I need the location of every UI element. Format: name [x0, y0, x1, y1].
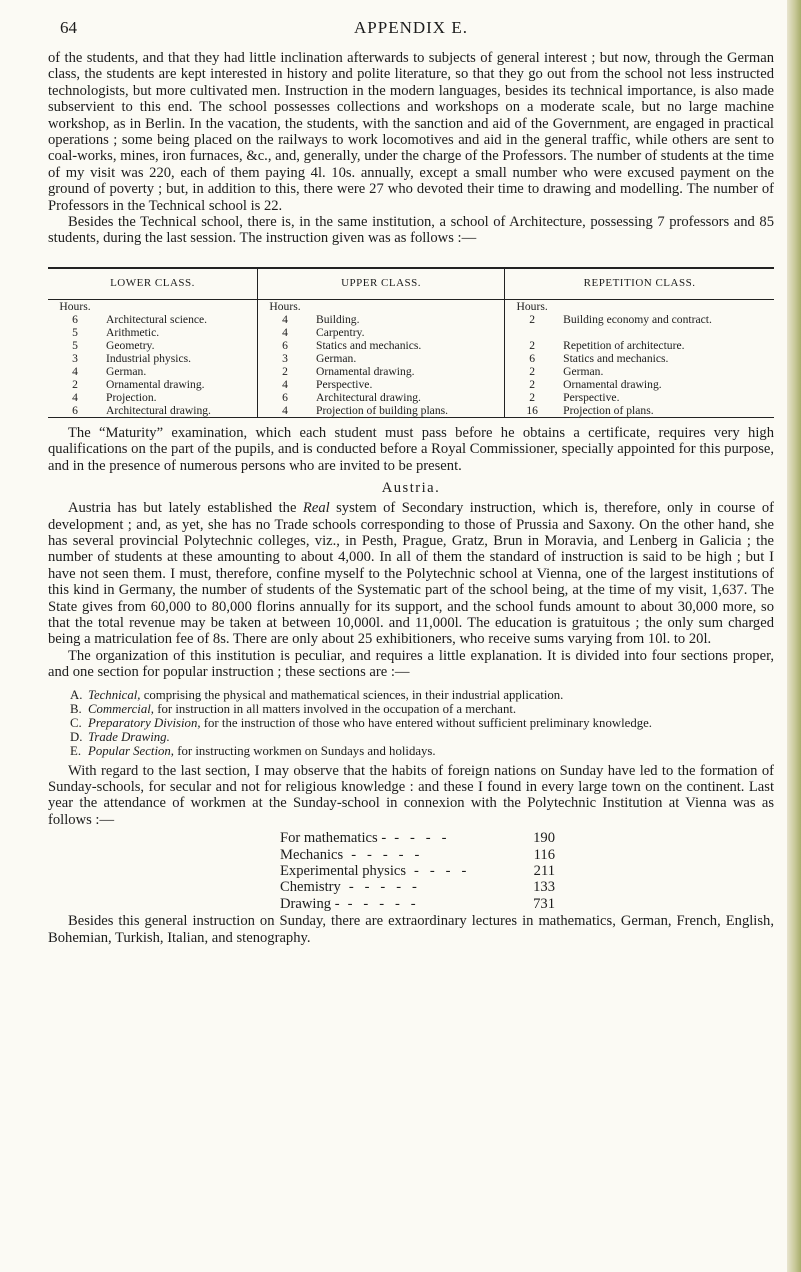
section-name: Trade Drawing.: [88, 729, 170, 744]
attendance-count: 731: [533, 895, 555, 912]
section-description: for instruction in all matters involved in the occupation of a merchant.: [154, 701, 517, 716]
upper-hours: 4: [258, 326, 313, 339]
upper-hours: 6: [258, 339, 313, 352]
repetition-hours: 6: [505, 352, 560, 365]
hours-label: Hours.: [505, 299, 560, 313]
section-description: for the instruction of those who have entered without sufficient preliminary knowledge.: [200, 715, 653, 730]
lower-hours: 2: [72, 377, 78, 391]
attendance-subject: Chemistry: [280, 879, 341, 896]
upper-subject: Building.: [316, 312, 360, 326]
hours-label: Hours.: [258, 299, 313, 313]
attendance-row: [280, 879, 555, 895]
lower-subject: Arithmetic.: [106, 325, 160, 339]
attendance-count: 211: [533, 863, 555, 879]
section-letter: E.: [70, 743, 82, 758]
repetition-subject: German.: [563, 364, 604, 378]
repetition-hours: 2: [505, 365, 560, 378]
section-description: comprising the physical and mathematical sciences, in their industrial application.: [140, 687, 564, 702]
austria-heading: Austria.: [381, 480, 441, 497]
section-letter: C.: [70, 715, 82, 730]
repetition-subject: Ornamental drawing.: [563, 377, 662, 391]
lower-subject: Projection.: [106, 390, 157, 404]
upper-class-header: UPPER CLASS.: [258, 268, 505, 300]
attendance-count: 133: [533, 879, 555, 896]
lower-subject: Industrial physics.: [106, 351, 192, 365]
upper-subject: Statics and mechanics.: [316, 338, 422, 352]
leader-dots: - - - -: [394, 830, 447, 847]
section-description: for instructing workmen on Sundays and holidays.: [174, 743, 436, 758]
paragraph-organization: The organization of this institution is peculiar, and requires a little explanation. It is divided into four sections proper, and one section for popular instruction ; these sections are :—: [48, 647, 774, 681]
repetition-hours: 16: [505, 404, 560, 418]
section-name: Technical,: [88, 687, 141, 702]
leader-dots: - - - - -: [351, 846, 420, 863]
upper-hours: 4: [258, 313, 313, 326]
hours-label: Hours.: [59, 299, 91, 313]
lower-hours: 5: [72, 325, 78, 339]
attendance-row: [280, 847, 555, 863]
repetition-hours: [505, 326, 560, 339]
table-row: [48, 391, 774, 404]
section-name: Commercial,: [88, 701, 154, 716]
repetition-subject: [559, 326, 774, 339]
lower-subject: Ornamental drawing.: [106, 377, 205, 391]
repetition-subject: Statics and mechanics.: [563, 351, 669, 365]
attendance-subject: Mechanics: [280, 846, 344, 863]
upper-hours: 2: [258, 365, 313, 378]
table-row: [48, 378, 774, 391]
table-row: [48, 365, 774, 378]
repetition-subject: Projection of plans.: [563, 403, 654, 417]
attendance-subject: Drawing -: [280, 895, 340, 912]
repetition-hours: 2: [505, 378, 560, 391]
upper-subject: Ornamental drawing.: [316, 364, 415, 378]
architecture-classes-table: [48, 267, 774, 418]
attendance-row: [280, 830, 555, 846]
lower-hours: 5: [72, 338, 78, 352]
lower-class-header: LOWER CLASS.: [48, 268, 258, 300]
paragraph-austria: Austria has but lately established the Real system of Secondary instruction, which is, therefore, only in course of development ; and, as yet, she has no Trade schools corresponding to those of Prussia and Saxony. On the other hand, she has several provincial Polytechnic colleges, viz., in Pesth, Prague, Gratz, Brun in Moravia, and Lenberg in Galicia ; the number of students at these amounting to about 4,000. In all of them the standard of instruction is said to be high ; but I have not seen them. I must, therefore, confine myself to the Polytechnic school at Vienna, one of the largest institutions of this kind in Germany, the number of students of the Systematic part of the school being, at the time of my visit, 1,637. The State gives from 60,000 to 80,000 florins annually for its support, and the school funds amount to about 30,000 more, so that the total revenue may be taken at between 10,000l. and 11,000l. The education is gratuitous ; the only sum charged being a matriculation fee of 8s. There are only about 25 exhibitioners, who receive sums varying from 10l. to 20l.: [48, 500, 774, 648]
lower-hours: 6: [72, 312, 78, 326]
page-edge: [787, 0, 801, 1272]
repetition-subject: Building economy and contract.: [563, 312, 712, 326]
list-item: [70, 688, 774, 702]
list-item: [70, 744, 774, 758]
repetition-hours: 2: [505, 339, 560, 352]
upper-subject: Projection of building plans.: [316, 403, 449, 417]
repetition-hours: 2: [505, 313, 560, 326]
leader-dots: - - - - -: [347, 895, 416, 912]
section-letter: A.: [70, 687, 83, 702]
section-letter: B.: [70, 701, 82, 716]
section-name: Popular Section,: [88, 743, 175, 758]
repetition-hours: 2: [505, 391, 560, 404]
lower-subject: Geometry.: [106, 338, 155, 352]
paragraph-technical-school: of the students, and that they had little inclination afterwards to subjects of general interest ; but now, through the German class, the students are kept interested in history and polite literature, so that they go out from the school not less instructed technologists, but more cultivated men. Instruction in the modern languages, besides its technical importance, is also made subservient to this end. The school possesses collections and workshops on a moderate scale, but no large machine workshop, as in Berlin. In the vacation, the students, with the sanction and aid of the Government, are engaged in practical operations ; some being placed on the railways to work locomotives and aid in the general traffic, while others are sent to coal-works, mines, iron furnaces, &c., and, generally, under the charge of the Professors. The number of students at the time of my visit was 220, each of them paying 4l. 10s. annually, except a small number who were excused payment on the ground of poverty ; but, in addition to this, there were 27 who devoted their time to drawing and modelling. The number of Professors in the Technical school is 22.: [48, 50, 774, 214]
page-header: [48, 10, 774, 50]
table-row: [48, 313, 774, 326]
running-head: APPENDIX E.: [354, 18, 468, 37]
paragraph-maturity-exam: The “Maturity” examination, which each student must pass before he obtains a certificate, requires very high qualifications on the part of the pupils, and is conducted before a Royal Commissioner, specially appointed for this purpose, and in the presence of numerous persons who are invited to be present.: [48, 424, 774, 474]
lower-hours: 3: [72, 351, 78, 365]
attendance-row: [280, 896, 555, 912]
paragraph-architecture-school: Besides the Technical school, there is, in the same institution, a school of Architecture, possessing 7 professors and 85 students, during the last session. The instruction given was as follows :—: [48, 214, 774, 247]
list-item: [70, 716, 774, 730]
upper-hours: 6: [258, 391, 313, 404]
page-number: 64: [60, 18, 77, 37]
lower-subject: Architectural drawing.: [106, 403, 211, 417]
paragraph-extra-lectures: Besides this general instruction on Sunday, there are extraordinary lectures in mathematics, German, French, English, Bohemian, Turkish, Italian, and stenography.: [48, 913, 774, 946]
upper-subject: Architectural drawing.: [316, 390, 421, 404]
book-page: [48, 10, 774, 946]
paragraph-sunday-schools: With regard to the last section, I may observe that the habits of foreign nations on Sunday have led to the formation of Sunday-schools, for secular and not for religious knowledge : and these I found in every large town on the continent. Last year the attendance of workmen at the Sunday-school in connexion with the Polytechnic Institution at Vienna was as follows :—: [48, 762, 774, 828]
list-item: [70, 730, 774, 744]
lower-subject: Architectural science.: [106, 312, 208, 326]
repetition-subject: Perspective.: [563, 390, 620, 404]
table-row: [48, 404, 774, 418]
upper-hours: 4: [258, 404, 313, 418]
attendance-row: [280, 863, 555, 879]
attendance-subject: For mathematics -: [280, 830, 387, 847]
lower-hours: 6: [72, 403, 78, 417]
leader-dots: - - - -: [414, 863, 467, 879]
table-row: [48, 326, 774, 339]
table-row: [48, 352, 774, 365]
table-row: [48, 339, 774, 352]
upper-subject: Carpentry.: [316, 325, 365, 339]
upper-subject: Perspective.: [316, 377, 373, 391]
repetition-subject: Repetition of architecture.: [563, 338, 685, 352]
lower-hours: 4: [72, 390, 78, 404]
section-name: Preparatory Division,: [88, 715, 201, 730]
list-item: [70, 702, 774, 716]
attendance-count: 116: [533, 846, 555, 863]
attendance-subject: Experimental physics: [280, 863, 407, 879]
repetition-class-header: REPETITION CLASS.: [505, 268, 774, 300]
upper-subject: German.: [316, 351, 357, 365]
attendance-count: 190: [533, 830, 555, 847]
lower-hours: 4: [72, 364, 78, 378]
leader-dots: - - - - -: [348, 879, 417, 896]
section-letter: D.: [70, 729, 83, 744]
upper-hours: 3: [258, 352, 313, 365]
upper-hours: 4: [258, 378, 313, 391]
attendance-list: [280, 830, 555, 912]
sections-list: [70, 688, 774, 758]
lower-subject: German.: [106, 364, 147, 378]
